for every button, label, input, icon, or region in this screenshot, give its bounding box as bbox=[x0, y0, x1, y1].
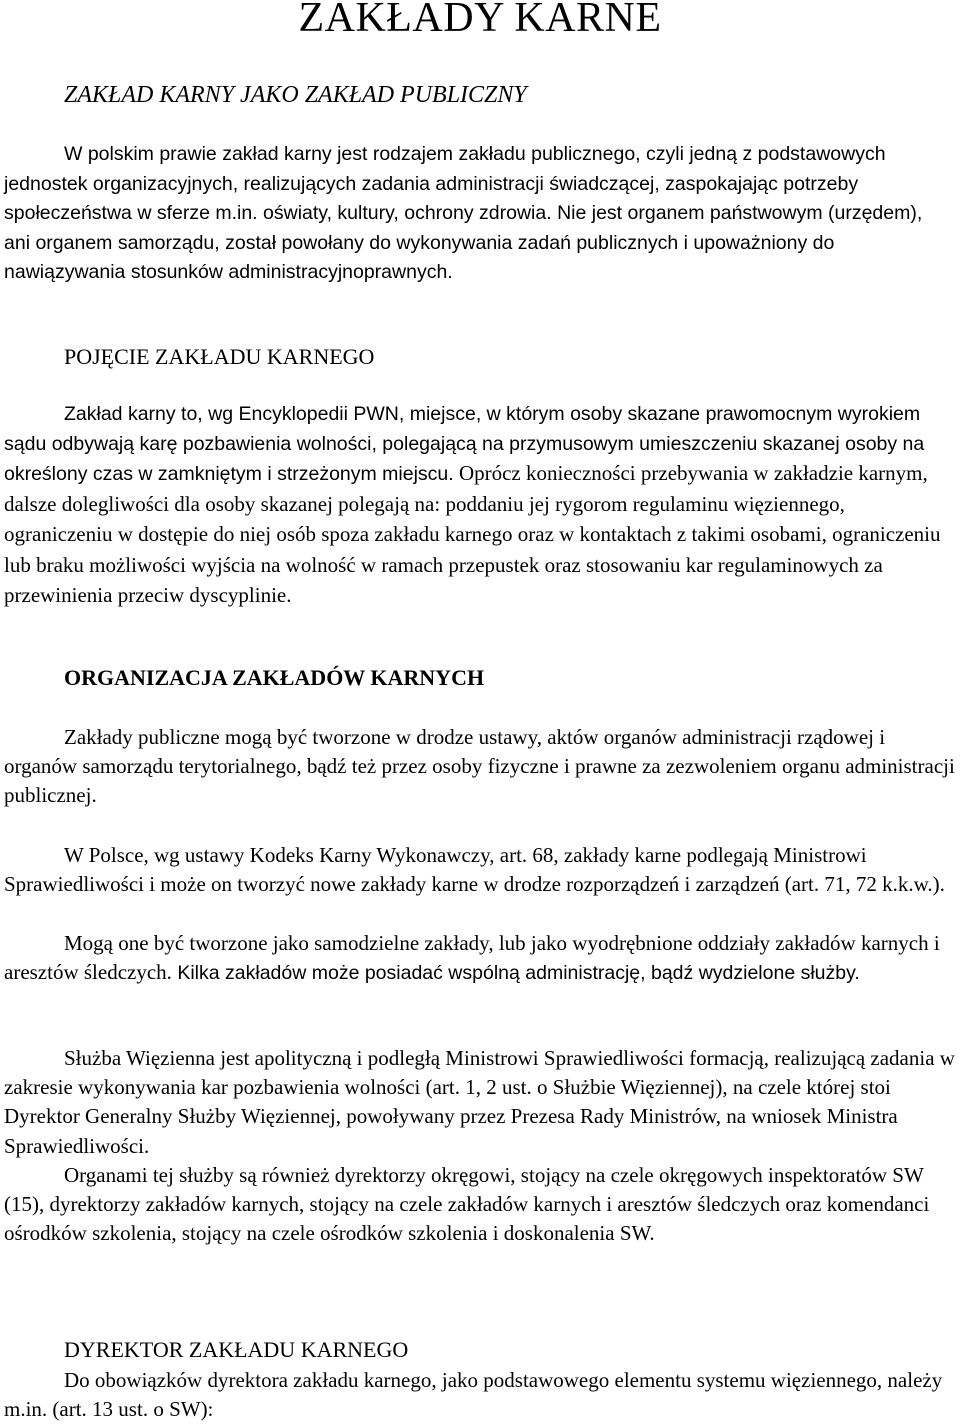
paragraph-concept-part1: Zakład karny to, wg Encyklopedii PWN, miejsce, w którym osoby skazane prawomocnym wyrokiem sądu odbywają karę pozbawienia wolności, polegającą na przymusowym umieszczeniu skazanej osoby na określony czas w zamkniętym i strzeżonym miejscu. bbox=[4, 403, 925, 485]
paragraph-public-institution: W polskim prawie zakład karny jest rodzajem zakładu publicznego, czyli jedną z podstawowych jednostek organizacyjnych, realizujących zadania administracji świadczącej, zaspokajając potrzeby społeczeństwa w sferze m.in. oświaty, kultury, ochrony zdrowia. Nie jest organem państwowym (urzędem), ani organem samorządu, został powołany do wykonywania zadań publicznych i upoważniony do nawiązywania stosunków administracyjnoprawnych. bbox=[4, 143, 923, 283]
section-heading-concept: POJĘCIE ZAKŁADU KARNEGO bbox=[64, 344, 375, 369]
section-heading-public-institution: ZAKŁAD KARNY JAKO ZAKŁAD PUBLICZNY bbox=[64, 82, 527, 108]
paragraph-organization-3-part2: Kilka zakładów może posiadać wspólną administrację, bądź wydzielone służby. bbox=[171, 962, 860, 985]
section-heading-organization: ORGANIZACJA ZAKŁADÓW KARNYCH bbox=[64, 665, 485, 690]
paragraph-concept-part2: Oprócz konieczności przebywania w zakładzie karnym, dalsze dolegliwości dla osoby skazanej polegają na: poddaniu jej rygorom regulaminu więziennego, ograniczeniu w dostępie do niej osób spoza zakładu karnego oraz w kontaktach z takimi osobami, ograniczeniu lub braku możliwości wyjścia na wolność w ramach przepustek oraz stosowaniu kar regulaminowych za przewinienia przeciw dyscyplinie. bbox=[4, 461, 941, 607]
paragraph-organization-3 bbox=[4, 929, 960, 988]
paragraph-concept bbox=[4, 400, 954, 612]
paragraph-prison-service: Służba Więzienna jest apolityczną i podległą Ministrowi Sprawiedliwości formacją, realizującą zadania w zakresie wykonywania kar pozbawienia wolności (art. 1, 2 ust. o Służbie Więziennej), na czele której stoi Dyrektor Generalny Służby Więziennej, powoływany przez Prezesa Rady Ministrów, na wniosek Ministra Sprawiedliwości. bbox=[4, 1046, 955, 1158]
paragraph-organization-3-part1: Mogą one być tworzone jako samodzielne zakłady, lub jako wyodrębnione oddziały zakładów karnych i aresztów śledczych. bbox=[4, 931, 940, 985]
paragraph-director: Do obowiązków dyrektora zakładu karnego, jako podstawowego elementu systemu więziennego, należy m.in. (art. 13 ust. o SW): bbox=[4, 1368, 943, 1422]
paragraph-organization-2: W Polsce, wg ustawy Kodeks Karny Wykonawczy, art. 68, zakłady karne podlegają Ministrowi Sprawiedliwości i może on tworzyć nowe zakłady karne w drodze rozporządzeń i zarządzeń (art. 71, 72 k.k.w.). bbox=[4, 843, 945, 897]
paragraph-service-organs: Organami tej służby są również dyrektorzy okręgowi, stojący na czele okręgowych inspektoratów SW (15), dyrektorzy zakładów karnych, stojący na czele zakładów karnych i aresztów śledczych oraz komendanci ośrodków szkolenia, stojący na czele ośrodków szkolenia i doskonalenia SW. bbox=[4, 1163, 930, 1246]
page-title: ZAKŁADY KARNE bbox=[298, 0, 662, 41]
paragraph-organization-1: Zakłady publiczne mogą być tworzone w drodze ustawy, aktów organów administracji rządowej i organów samorządu terytorialnego, bądź też przez osoby fizyczne i prawne za zezwoleniem organu administracji publicznej. bbox=[4, 725, 955, 808]
section-heading-director: DYREKTOR ZAKŁADU KARNEGO bbox=[64, 1337, 409, 1362]
